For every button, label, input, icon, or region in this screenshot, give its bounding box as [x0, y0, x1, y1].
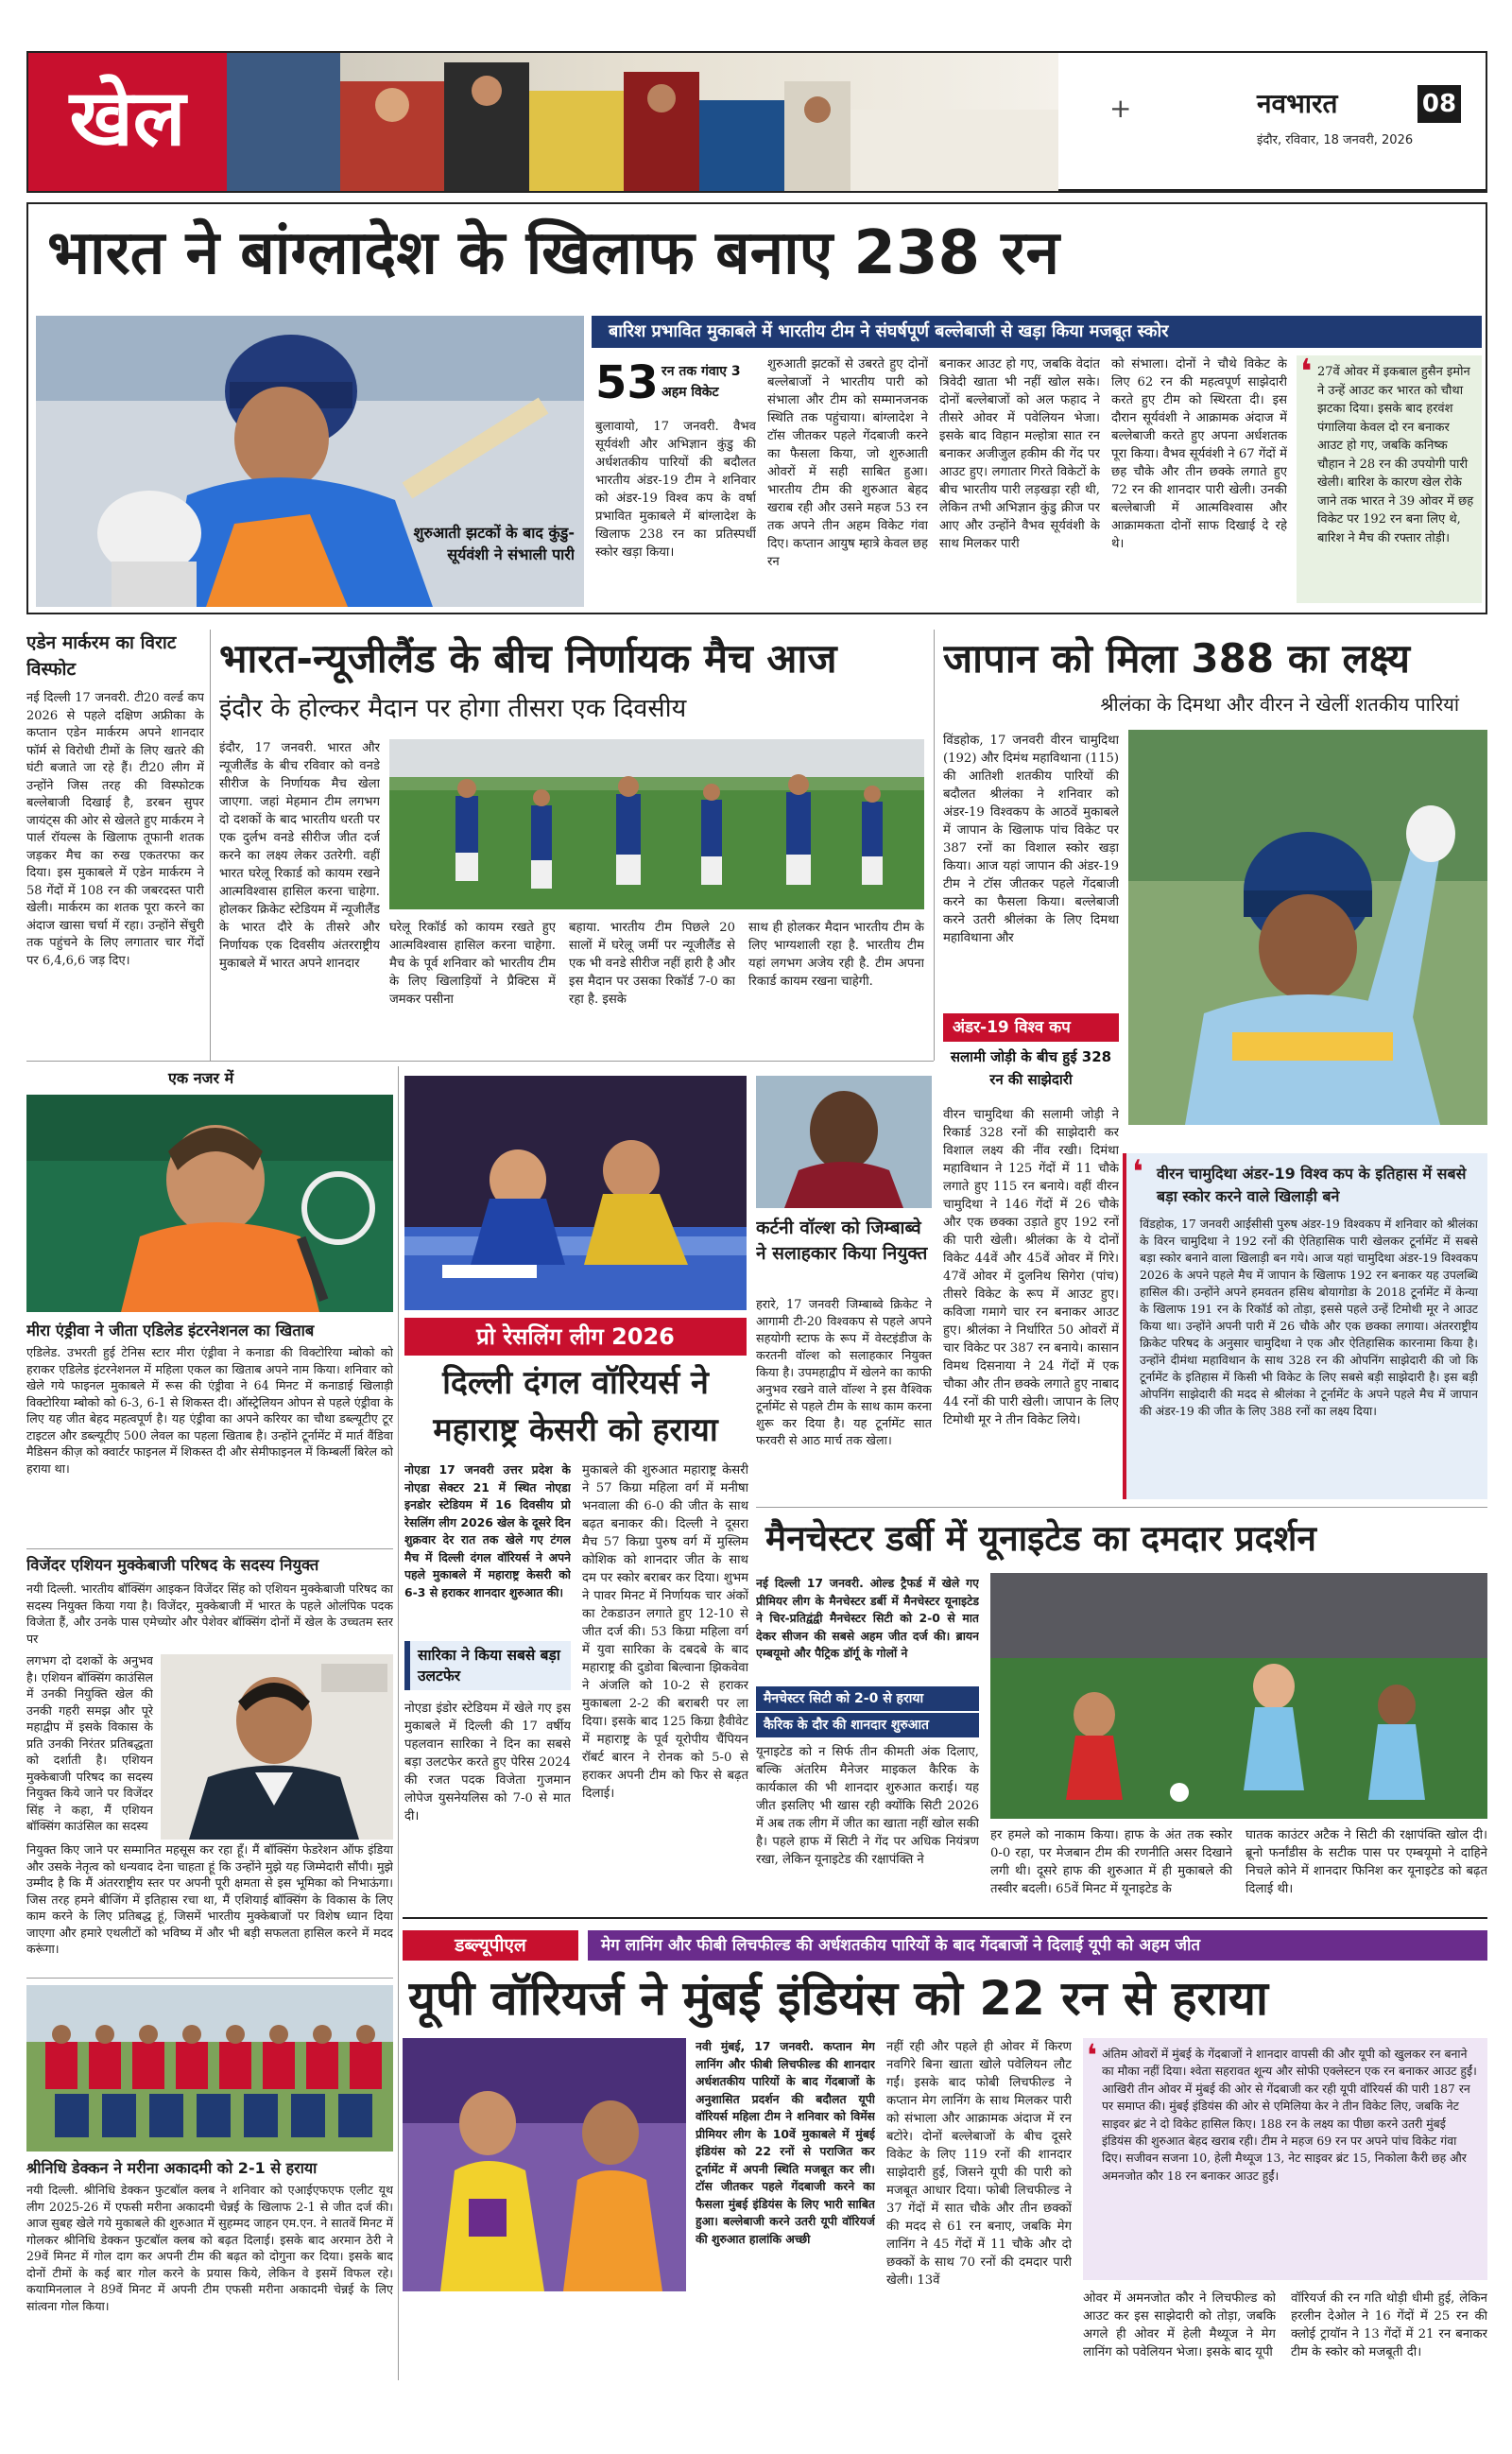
nz-practice-photo [389, 739, 924, 909]
andreeva-headline: मीरा एंड्रीवा ने जीता एडिलेड इंटरनेशनल का खिताब [26, 1322, 315, 1339]
wpl-story [403, 1917, 1487, 2390]
section-title: खेल [69, 74, 186, 164]
wpl-col-1: नवी मुंबई, 17 जनवरी. कप्तान मेग लानिंग और फीबी लिचफील्ड की शानदार अर्धशतकीय पारियों के बाद गेंदबाजों के अनुशासित प्रदर्शन की बदौलत यूपी वॉरियर्स महिला टीम ने शनिवार को विमेंस प्रीमियर लीग के 10वें मुकाबले में मुंबई इंडियंस को 22 रनों से पराजित कर टूर्नामेंट में अपनी स्थिति मजबूत कर ली। टॉस जीतकर पहले गेंदबाजी करने का फैसला मुंबई इंडियंस के लिए भारी साबित हुआ। बल्लेबाजी करने उतरी यूपी वॉरियर्ज की शुरुआत हालांकि अच्छी [696, 2039, 875, 2246]
lead-col-1: बुलावायो, 17 जनवरी. वैभव सूर्यवंशी और अभिज्ञान कुंडु की अर्धशतकीय पारियों की बदौलत भारतीय अंडर-19 टीम ने शनिवार को अंडर-19 विश्व कप के वर्षा प्रभावित मुकाबले में बांग्लादेश के खिलाफ 238 रन का प्रतिस्पर्धी स्कोर खड़ा किया। [595, 420, 756, 560]
wrestling-tag: प्रो रेसलिंग लीग 2026 [404, 1318, 747, 1356]
vijender-body-1: नयी दिल्ली. भारतीय बॉक्सिंग आइकन विजेंदर सिंह को एशियन मुक्केबाजी परिषद का सदस्य नियुक्त किया गया है। विजेंदर, मुक्केबाजी में भारत के पहले ओलंपिक पदक विजेता हैं, और उनके पास एमेच्योर और पेशेवर बॉक्सिंग दोनों में खेल के उच्चतम स्तर पर [26, 1581, 393, 1646]
wrestling-photo [404, 1076, 747, 1310]
walsh-photo [756, 1076, 932, 1208]
wpl-quote-text: अंतिम ओवरों में मुंबई के गेंदबाजों ने शानदार वापसी की और यूपी को खुलकर रन बनाने का मौका नहीं दिया। श्वेता सहरावत शून्य और सोफी एक्लेस्टन एक रन बनाकर आउट हुईं। आखिरी तीन ओवर में मुंबई की ओर से गेंदबाजी कर रही यूपी वॉरियर्स की पारी 187 रन पर समाप्त की। मुंबई इंडियंस की ओर से एमिलिया केर ने तीन विकेट लिए, जबकि नेट साइवर ब्रंट ने दो विकेट हासिल किए। 188 रन के लक्ष्य का पीछा करने उतरी मुंबई इंडियंस की शुरुआत बेहद खराब रही। टीम ने महज 69 रन पर अपने पांच विकेट गंवा दिए। सजीवन सजना 10, हेली मैथ्यूज 13, नेट साइवर ब्रंट 15, निकोला कैरी छह और अमनजोत कौर 18 रन बनाकर आउट हुईं। [1102, 2047, 1477, 2183]
lead-stat-number: 53 [595, 356, 659, 409]
divider [756, 1507, 1487, 1508]
lead-stat [595, 355, 747, 412]
vijender-photo [161, 1654, 393, 1840]
wrestling-col-1: नोएडा 17 जनवरी उत्तर प्रदेश के नोएडा सेक्टर 21 में स्थित नोएडा इनडोर स्टेडियम में 16 दिवसीय प्रो रेसलिंग लीग 2026 खेल के दूसरे दिन शुक्रवार देर रात तक खेले गए टंगल मैच में दिल्ली दंगल वॉरियर्स ने अपने पहले मुकाबले में महाराष्ट्र केसरी को 6-3 से हराकर शानदार शुरुआत की। [404, 1462, 571, 1599]
vijender-body-2: लगभग दो दशकों के अनुभव है। एशियन बॉक्सिंग काउंसिल में उनकी नियुक्ति खेल की उनकी गहरी समझ और पूरे महाद्वीप में इसके विकास के प्रति उनकी निरंतर प्रतिबद्धता को दर्शाती है। एशियन मुक्केबाजी परिषद का सदस्य नियुक्त किये जाने पर विजेंदर सिंह ने कहा, मैं एशियन बॉक्सिंग काउंसिल का सदस्य [26, 1653, 153, 1833]
lead-col-2: शुरुआती झटकों से उबरते हुए दोनों बल्लेबाजों ने भारतीय पारी को संभाला और टीम को सम्मानजनक स्थिति तक पहुंचाया। बांग्लादेश ने टॉस जीतकर पहले गेंदबाजी करने का फैसला किया, जो शुरुआती ओवरों में सही साबित हुआ। भारतीय टीम की शुरुआत बेहद खराब रही और उसने महज 53 रन तक अपने तीन अहम विकेट गंवा दिए। कप्तान आयुष म्हात्रे केवल छह रन [767, 357, 928, 569]
wpl-col-2: नहीं रही और पहले ही ओवर में किरण नवगिरे बिना खाता खोले पवेलियन लौट गईं। इसके बाद फोबी लिचफील्ड ने कप्तान मेग लानिंग के साथ मिलकर पारी को संभाला और आक्रामक अंदाज में रन बटोरे। दोनों बल्लेबाजों के बीच दूसरे विकेट के लिए 119 रनों की शानदार साझेदारी हुई, जिसने यूपी की पारी को मजबूत आधार दिया। फोबी लिचफील्ड ने 37 गेंदों में सात चौके और तीन छक्कों की मदद से 61 रन बनाए, जबकि मेग लानिंग ने 45 गेंदों में 11 चौके और दो छक्कों के साथ 70 रनों की दमदार पारी खेली। 13वें [886, 2040, 1072, 2288]
markram-story [26, 630, 204, 1055]
japan-body-1: विंडहोक, 17 जनवरी वीरन चामुदिथा (192) और दिमंथ महाविथाना (115) की आतिशी शतकीय पारियों की बदौलत श्रीलंका ने शनिवार को अंडर-19 विश्वकप के आठवें मुकाबले में जापान के खिलाफ पांच विकेट पर 387 रनों का विशाल स्कोर खड़ा किया। आज यहां जापान की अंडर-19 टीम ने टॉस जीतकर पहले गेंदबाजी करने का फैसला किया। बल्लेबाजी करने उतरी श्रीलंका के लिए दिमथा महाविथाना और [943, 734, 1119, 945]
divider [26, 1061, 934, 1062]
nz-col-1: इंदौर, 17 जनवरी. भारत और न्यूजीलैंड के बीच रविवार को वनडे सीरीज के निर्णायक मैच खेला जाएगा. जहां मेहमान टीम लगभग दो दशकों के बाद भारतीय धरती पर एक दुर्लभ वनडे सीरीज जीत दर्ज करने का लक्ष्य लेकर उतरेगी. वहीं भारत घरेलू रिकार्ड को कायम रखने आत्मविश्वास हासिल करना चाहेगा. होलकर क्रिकेट स्टेडियम में न्यूजीलैंड के भारत दौरे के तीसरे और निर्णायक एक दिवसीय अंतरराष्ट्रीय मुकाबले में भारत अपने शानदार [219, 741, 380, 971]
japan-tag-sub: सलामी जोड़ी के बीच हुई 328 रन की साझेदारी [950, 1048, 1112, 1088]
marina-headline: श्रीनिधि डेक्कन ने मरीना अकादमी को 2-1 से हराया [26, 2159, 318, 2177]
derby-story [756, 1512, 1487, 1906]
walsh-headline: कर्टनी वॉल्श को जिम्बाब्वे ने सलाहकार किया नियुक्त [756, 1218, 928, 1264]
wpl-quote-box [1083, 2038, 1487, 2280]
wrestling-col-1b: नोएडा इंडोर स्टेडियम में खेले गए इस मुकाबले में दिल्ली की 17 वर्षीय पहलवान सारिका ने दिन का सबसे बड़ा उलटफेर करते हुए पेरिस 2024 की रजत पदक विजेता गुजमान लोपेज युसनेयलिस को 7-0 से मात दी। [404, 1702, 571, 1823]
plus-mark: + [1109, 93, 1132, 124]
walsh-body: हरारे, 17 जनवरी जिम्बाब्वे क्रिकेट ने आगामी टी-20 विश्वकप से पहले अपने सहयोगी स्टाफ के रूप में वेस्टइंडीज के करतनी वॉल्श को सलाहकार नियुक्त किया है। उपमहाद्वीप में खेलने का काफी अनुभव रखने वाले वॉल्श ने इस वैश्विक टूर्नामेंट से पहले टीम के साथ काम करना शुरू कर दिया है। यह टूर्नामेंट सात फरवरी से आठ मार्च तक खेला। [756, 1298, 932, 1448]
section-label [28, 53, 227, 191]
wpl-photo [403, 2038, 686, 2291]
wrestling-headline: दिल्ली दंगल वॉरियर्स ने महाराष्ट्र केसरी को हराया [433, 1364, 718, 1449]
divider [210, 630, 211, 1061]
nz-col-4: साथ ही होलकर मैदान भारतीय टीम के लिए भाग्यशाली रहा है. भारतीय टीम यहां लगभग अजेय रही है. टीम अपना रिकार्ड कायम रखना चाहेगी. [748, 921, 924, 989]
markram-body: नई दिल्ली 17 जनवरी. टी20 वर्ल्ड कप 2026 से पहले दक्षिण अफ्रीका के कप्तान एडेन मार्करम अपने शानदार फॉर्म से विरोधी टीमों के लिए खतरे की घंटी बजाते जा रहे हैं। टी20 लीग में उन्होंने जिस तरह की विस्फोटक बल्लेबाजी दिखाई है, डरबन सुपर जायंट्स की ओर से खेलते हुए मार्करम ने पार्ल रॉयल्स के खिलाफ तूफानी शतक जड़कर मैच का रुख एकतरफा कर दिया। इस मुकाबले में एडेन मार्करम ने 58 गेंदों में 108 रन की जबरदस्त पारी खेली। मार्करम का शतक पूरा करने का अंदाज खासा चर्चा में रहा। उन्होंने सेंचुरी तक पहुंचने के लिए लगातार चार गेंदों पर 6,4,6,6 जड़ दिए। [26, 691, 204, 968]
wpl-tag: डब्ल्यूपीएल [403, 1930, 578, 1961]
derby-lead: नई दिल्ली 17 जनवरी. ओल्ड ट्रैफर्ड में खेले गए प्रीमियर लीग के मैनचेस्टर डर्बी में मैनचेस्टर यूनाइटेड ने चिर-प्रतिद्वंद्वी मैनचेस्टर सिटी को 2-0 से मात देकर सीजन की सबसे अहम जीत दर्ज की। ब्रायन एम्बयूमो और पैट्रिक डॉर्गू के गोलों ने [756, 1576, 979, 1660]
vijender-body-3: नियुक्त किए जाने पर सम्मानित महसूस कर रहा हूँ। मैं बॉक्सिंग फेडरेशन ऑफ इंडिया और उसके नेतृत्व को धन्यवाद देना चाहता हूं कि उन्होंने मुझे यह जिम्मेदारी सौंपी। मुझे उम्मीद है कि मैं अंतरराष्ट्रीय स्तर पर अपनी पूरी क्षमता से इस भूमिका को निभाऊंगा। जिस तरह हमने बीजिंग में इतिहास रचा था, मैं एशियाई बॉक्सिंग के विकास के लिए काम करने के लिए प्रतिबद्ध हूं, जिसमें भारतीय मुक्केबाजों पर विशेष ध्यान दिया जाएगा और हमारे एथलीटों को भविष्य में और भी बड़ी सफलता हासिल करने में मदद करूंगा। [26, 1842, 393, 1956]
dateline: इंदौर, रविवार, 18 जनवरी, 2026 [1257, 133, 1414, 147]
masthead [26, 51, 1487, 193]
markram-headline: एडेन मार्करम का विराट विस्फोट [26, 632, 177, 680]
marina-body: नयी दिल्ली. श्रीनिधि डेक्कन फुटबॉल क्लब ने शनिवार को एआईएफएफ एलीट यूथ लीग 2025-26 में एफसी मरीना अकादमी चेन्नई के खिलाफ 2-1 से जीत दर्ज की। आज सुबह खेले गये मुकाबले की शुरुआत में सुहम्मद जाहन एम.एन. ने सातवें मिनट में गोलकर श्रीनिधि डेक्कन फुटबॉल क्लब को बढ़त दिलाई। इसके बाद अरमान ठेरी ने 29वें मिनट में गोल दाग कर अपनी टीम की बढ़त को दोगुना कर दिया। इसके बाद दोनों टीमों के कई बार गोल करने के प्रयास किये, लेकिन वे इसमें विफल रहे। कयामिनलाल ने 89वें मिनट में अपनी टीम एफसी मरीना अकादमी चेन्नई के लिए सांत्वना गोल किया। [26, 2183, 393, 2313]
derby-bar-2: कैरिक के दौर की शानदार शुरुआत [756, 1713, 979, 1737]
wpl-col-4: वॉरियर्ज की रन गति थोड़ी धीमी हुई, लेकिन हरलीन देओल ने 16 गेंदों में 25 रन की क्लोई ट्रायॉन ने 13 गेंदों में 21 रन बनाकर टीम के स्कोर को मजबूती दी। [1291, 2291, 1487, 2359]
sports-collage-banner [227, 53, 1058, 191]
wpl-headline: यूपी वॉरियर्ज ने मुंबई इंडियंस को 22 रन से हराया [408, 1971, 1268, 2026]
japan-subhead: श्रीलंका के दिमथा और वीरन ने खेलीं शतकीय पारियां [1100, 693, 1459, 716]
andreeva-body: एडिलेड. उभरती हुई टेनिस स्टार मीरा एंड्रीवा ने कनाडा की विक्टोरिया म्बोको को हराकर एडिलेड इंटरनेशनल में महिला एकल का खिताब अपने नाम किया। शनिवार को खेले गये फाइनल मुकाबले में रूस की एंड्रीवा ने 64 मिनट में कनाडाई खिलाड़ी विक्टोरिया म्बोको को 6-3, 6-1 से शिकस्त दी। ऑस्ट्रेलियन ओपन से पहले एंड्रीवा के लिए यह जीत बेहद महत्वपूर्ण है। यह एंड्रीवा का अपने करियर का चौथा डब्ल्यूटीए टूर टाइटल और डब्ल्यूटीए 500 लेवल का पहला खिताब है। उन्होंने टूर्नामेंट में मार्त वैंडिवा मैडिसन कीज़ को क्वार्टर फाइनल में शिकस्त दी और सेमीफाइनल में किम्बर्ली बिरेल को हराया था। [26, 1345, 393, 1476]
divider [26, 1978, 393, 1979]
quote-mark-icon: ❛ [1300, 353, 1313, 391]
andreeva-photo [26, 1095, 393, 1312]
ek-nazar-label: एक नजर में [168, 1069, 234, 1087]
japan-body-2: वीरन चामुदिथा की सलामी जोड़ी ने रिकार्ड 328 रनों की साझेदारी कर विशाल लक्ष्य की नींव रखी। दिमंथा महाविथान ने 125 गेंदों में 11 चौके लगाते हुए 115 रन बनाये। वहीं वीरन चामुदिथा ने 146 गेंदों में 26 चौके और एक छक्का उड़ाते हुए 192 रनों की पारी खेली। श्रीलंका के ये दोनों विकेट 44वें और 45वें ओवर में गिरे। 47वें ओवर में दुलनिथ सिगेरा (पांच) तीसरे विकेट के रूप में आउट हुए। कविजा गमागे चार रन बनाकर आउट हुए। श्रीलंका ने निर्धारित 50 ओवरों में चार विकेट पर 387 रन बनाये। कासान विमथ दिसनाया ने 24 गेंदों में एक चौका और तीन छक्के लगाते हुए नाबाद 44 रनों की पारी खेली। जापान के लिए टिमोथी मूर ने तीन विकेट लिये। [943, 1108, 1119, 1427]
nz-headline: भारत-न्यूजीलैंड के बीच निर्णायक मैच आज [219, 635, 837, 682]
lead-quote-box [1297, 355, 1482, 603]
wrestling-story [404, 1066, 750, 1875]
derby-body-2: हर हमले को नाकाम किया। हाफ के अंत तक स्कोर 0-0 रहा, पर मेजबान टीम की रणनीति असर दिखाने लगी थी। दूसरे हाफ की शुरुआत में ही मुकाबले की तस्वीर बदली। 65वें मिनट में यूनाइटेड के [990, 1828, 1232, 1896]
lead-col-3: बनाकर आउट हो गए, जबकि वेदांत त्रिवेदी खाता भी नहीं खोल सके। दोनों बल्लेबाजों को अल फहाद ने तीसरे ओवर में पवेलियन भेजा। इसके बाद विहान मल्होत्रा सात रन बनाकर अजीजुल हकीम की गेंद पर आउट हुए। लगातार गिरते विकेटों के बीच भारतीय पारी लड़खड़ा रही थी, लेकिन तभी अभिज्ञान कुंडु क्रीज पर आए और उन्होंने वैभव सूर्यवंशी के साथ मिलकर पारी [939, 357, 1100, 551]
wrestling-callout: सारिका ने किया सबसे बड़ा उलटफेर [404, 1641, 571, 1690]
divider [934, 630, 935, 1061]
wpl-deck: मेग लानिंग और फीबी लिचफील्ड की अर्धशतकीय पारियों के बाद गेंदबाजों ने दिलाई यूपी को अहम जीत [588, 1930, 1487, 1961]
lead-quote-text: 27वें ओवर में इकबाल हुसैन इमोन ने उन्हें आउट कर भारत को चौथा झटका दिया। इसके बाद हरवंश पंगालिया केवल दो रन बनाकर आउट हो गए, जबकि कनिष्क चौहान ने 28 रन की उपयोगी पारी खेली। बारिश के कारण खेल रोके जाने तक भारत ने 39 ओवर में छह विकेट पर 192 रन बना लिए थे, बारिश ने मैच की रफ्तार तोड़ी। [1317, 365, 1474, 545]
quote-mark-icon: ❛ [1132, 1153, 1143, 1191]
chamuditha-record-body: विंडहोक, 17 जनवरी आईसीसी पुरुष अंडर-19 विश्वकप में शनिवार को श्रीलंका के विरन चामुदिथा ने 192 रनों की ऐतिहासिक पारी खेलकर टूर्नामेंट में सबसे बड़ा स्कोर बनाने वाला खिलाड़ी बन गये। आज यहां चामुदिथा अंडर-19 विश्वकप 2026 के अपने पहले मैच में जापान के खिलाफ 192 रन बनाकर यह उपलब्धि हासिल की। उन्होंने अपने हमवतन हसिथ बोयागोडा के 2018 टूर्नामेंट में केन्या के खिलाफ 191 रन के रिकॉर्ड को तोड़ा, इससे पहले उन्हें टिमोथी मूर ने आउट किया था। उन्होंने अपनी पारी में 26 चौके और एक छक्का लगाया। अंतरराष्ट्रीय क्रिकेट परिषद के अनुसार चामुदिथा ने एक और ऐतिहासिक कारनामा किया है। उन्होंने दीमंथा महाविथान के साथ 328 रन की ओपनिंग साझेदारी की जो कि टूर्नामेंट के इतिहास में किसी भी विकेट के लिए सबसे बड़ी साझेदारी है। इस बड़ी ओपनिंग साझेदारी की मदद से श्रीलंका ने टूर्नामेंट के अपने पहले मैच में जापान की अंडर-19 की जीत के लिए 388 रनों का लक्ष्य दिया। [1140, 1217, 1478, 1418]
japan-headline: जापान को मिला 388 का लक्ष्य [943, 635, 1411, 682]
lead-photo-caption: शुरुआती झटकों के बाद कुंडु-सूर्यवंशी ने संभाली पारी [413, 524, 575, 563]
walsh-story [756, 1066, 932, 1501]
lead-stat-text: रन तक गंवाए 3 अहम विकेट [662, 364, 741, 400]
lead-deck: बारिश प्रभावित मुकाबले में भारतीय टीम ने संघर्षपूर्ण बल्लेबाजी से खड़ा किया मजबूत स्कोर [592, 316, 1482, 348]
chamuditha-record-box [1123, 1153, 1487, 1499]
lead-story [26, 202, 1487, 614]
wpl-col-3: ओवर में अमनजोत कौर ने लिचफील्ड को आउट कर इस साझेदारी को तोड़ा, जबकि अगले ही ओवर में हेली मैथ्यूज ने मेग लानिंग को पवेलियन भेजा। इसके बाद यूपी [1083, 2291, 1276, 2359]
wrestling-col-2: मुकाबले की शुरुआत महाराष्ट्र केसरी ने 57 किग्रा महिला वर्ग में मनीषा भनवाला की 6-0 की जीत के साथ बढ़त बनाकर की। दिल्ली ने दूसरा मैच 57 किग्रा पुरुष वर्ग में मुस्लिम कोशिक को शानदार जीत के साथ दम पर स्कोर बराबर कर दिया। शुभम ने पावर मिनट में निर्णायक चार अंकों का टेकडाउन लगाते हुए 12-10 से जीत दर्ज की। 53 किग्रा महिला वर्ग में युवा सारिका के दबदबे के बाद महाराष्ट्र की दुडोवा बिल्वाना झिकवेवा ने अंजलि को 10-2 से हराकर मुकाबला 2-2 की बराबरी पर ला दिया। इसके बाद 125 किग्रा हैवीवेट में महाराष्ट्र के पूर्व यूरोपीय चैंपियन रॉबर्ट बारन ने रोनक को 5-0 से हराकर अपनी टीम को फिर से बढ़त दिलाई। [582, 1463, 748, 1801]
nz-col-2: घरेलू रिकॉर्ड को कायम रखते हुए आत्मविश्वास हासिल करना चाहेगा. मैच के पूर्व शनिवार को भारतीय टीम के लिए खिलाड़ियों ने प्रैक्टिस में जमकर पसीना [389, 921, 556, 1007]
marina-team-photo [26, 1985, 393, 2152]
derby-body-3: घातक काउंटर अटैक ने सिटी की रक्षापंक्ति खोल दी। ब्रूनो फर्नांडीस के सटीक पास पर एम्बयूमो ने दाहिने निचले कोने में शानदार फिनिश कर यूनाइटेड को बढ़त दिलाई थी। [1246, 1828, 1487, 1896]
quote-mark-icon: ❛ [1087, 2037, 1098, 2073]
derby-photo [990, 1573, 1487, 1819]
japan-tag: अंडर-19 विश्व कप [943, 1013, 1119, 1042]
derby-body-1: यूनाइटेड को न सिर्फ तीन कीमती अंक दिलाए, बल्कि अंतरिम मैनेजर माइकल कैरिक के कार्यकाल की भी शानदार शुरुआत कराई। यह जीत इसलिए भी खास रही क्योंकि सिटी 2026 में अब तक लीग में जीत का खाता नहीं खोल सकी है। पहले हाफ में सिटी ने गेंद पर अधिक नियंत्रण रखा, लेकिन यूनाइटेड की रक्षापंक्ति ने [756, 1745, 979, 1867]
chamuditha-photo [1128, 730, 1487, 1125]
ek-nazar-sidebar [26, 1066, 399, 2380]
paper-name: नवभारत [1257, 88, 1338, 119]
japan-tag-box [943, 1013, 1119, 1098]
lead-headline: भारत ने बांग्लादेश के खिलाफ बनाए 238 रन [47, 218, 1060, 288]
page-number: 08 [1418, 85, 1461, 123]
vijender-headline: विजेंदर एशियन मुक्केबाजी परिषद के सदस्य नियुक्त [26, 1556, 319, 1574]
nz-subhead: इंदौर के होल्कर मैदान पर होगा तीसरा एक दिवसीय [219, 694, 687, 723]
derby-headline: मैनचेस्टर डर्बी में यूनाइटेड का दमदार प्रदर्शन [765, 1518, 1316, 1559]
nz-match-story [219, 630, 924, 1055]
lead-col-4: को संभाला। दोनों ने चौथे विकेट के लिए 62 रन की महत्वपूर्ण साझेदारी करते हुए टीम को स्थिरता दी। इस दौरान सूर्यवंशी ने आक्रामक अंदाज में बल्लेबाजी करते हुए अपना अर्धशतक पूरा किया। वैभव सूर्यवंशी ने 67 गेंदों में छह चौके और तीन छक्के लगाते हुए 72 रन की शानदार पारी खेली। उनकी बल्लेबाजी में आत्मविश्वास और आक्रामकता दोनों साफ दिखाई दे रहे थे। [1111, 357, 1287, 551]
derby-bar-1: मैनचेस्टर सिटी को 2-0 से हराया [756, 1686, 979, 1711]
nz-col-3: बहाया. भारतीय टीम पिछले 20 सालों में घरेलू जमीं पर न्यूजीलैंड से एक भी वनडे सीरीज नहीं हारी है और इस मैदान पर उसका रिकॉर्ड 7-0 का रहा है. इसके [569, 921, 735, 1007]
divider [26, 1548, 393, 1549]
chamuditha-record-title: वीरन चामुदिथा अंडर-19 विश्व कप के इतिहास में सबसे बड़ा स्कोर करने वाले खिलाड़ी बने [1157, 1165, 1467, 1205]
